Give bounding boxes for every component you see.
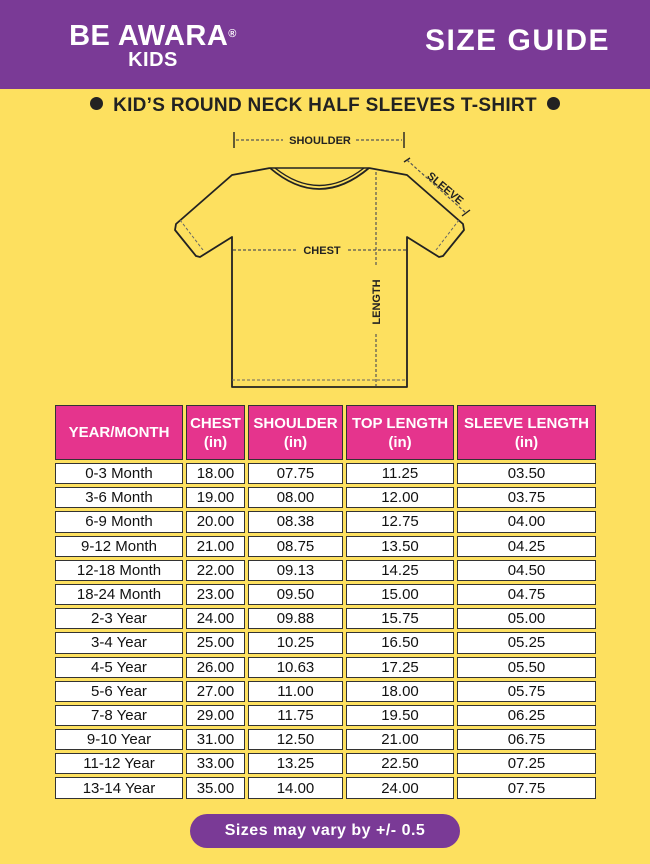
table-row <box>55 463 596 484</box>
sleeve-length-cell: 06.25 <box>457 705 596 726</box>
header-banner <box>0 0 650 89</box>
header-shoulder: SHOULDER (in) <box>248 405 343 460</box>
shoulder-cell: 12.50 <box>248 729 343 750</box>
table-row <box>55 753 596 774</box>
table-header-row <box>55 405 596 460</box>
age-cell: 5-6 Year <box>55 681 183 702</box>
registered-mark: ® <box>228 28 237 40</box>
chest-cell: 19.00 <box>186 487 245 508</box>
product-title-text: KID’S ROUND NECK HALF SLEEVES T-SHIRT <box>113 95 537 116</box>
top-length-cell: 16.50 <box>346 632 454 653</box>
chest-cell: 26.00 <box>186 657 245 678</box>
table-row <box>55 681 596 702</box>
table-row <box>55 705 596 726</box>
shoulder-cell: 08.00 <box>248 487 343 508</box>
table-row <box>55 560 596 581</box>
bullet-icon <box>547 97 560 110</box>
chest-cell: 33.00 <box>186 753 245 774</box>
header-year-month: YEAR/MONTH <box>55 405 183 460</box>
chest-cell: 22.00 <box>186 560 245 581</box>
sleeve-length-cell: 05.75 <box>457 681 596 702</box>
sleeve-length-cell: 06.75 <box>457 729 596 750</box>
tshirt-outline-icon <box>0 128 650 398</box>
shoulder-cell: 13.25 <box>248 753 343 774</box>
table-row <box>55 536 596 557</box>
header-top-length: TOP LENGTH (in) <box>346 405 454 460</box>
table-body <box>55 463 596 799</box>
table-row <box>55 608 596 629</box>
top-length-cell: 13.50 <box>346 536 454 557</box>
sleeve-length-cell: 05.00 <box>457 608 596 629</box>
shoulder-cell: 09.88 <box>248 608 343 629</box>
chest-cell: 21.00 <box>186 536 245 557</box>
age-cell: 9-10 Year <box>55 729 183 750</box>
chest-cell: 29.00 <box>186 705 245 726</box>
top-length-cell: 15.75 <box>346 608 454 629</box>
table-row <box>55 777 596 798</box>
top-length-cell: 11.25 <box>346 463 454 484</box>
age-cell: 2-3 Year <box>55 608 183 629</box>
age-cell: 0-3 Month <box>55 463 183 484</box>
bullet-icon <box>90 97 103 110</box>
chest-label: CHEST <box>303 245 341 257</box>
shoulder-cell: 09.50 <box>248 584 343 605</box>
sleeve-label: SLEEVE <box>424 170 466 208</box>
shoulder-cell: 08.38 <box>248 511 343 532</box>
page-title: SIZE GUIDE <box>424 24 610 57</box>
header-chest: CHEST (in) <box>186 405 245 460</box>
age-cell: 12-18 Month <box>55 560 183 581</box>
top-length-cell: 19.50 <box>346 705 454 726</box>
sleeve-length-cell: 04.75 <box>457 584 596 605</box>
shoulder-cell: 10.63 <box>248 657 343 678</box>
age-cell: 3-4 Year <box>55 632 183 653</box>
table-row <box>55 729 596 750</box>
tshirt-body <box>175 168 464 387</box>
sleeve-length-cell: 07.25 <box>457 753 596 774</box>
shoulder-cell: 09.13 <box>248 560 343 581</box>
shoulder-label: SHOULDER <box>289 135 351 147</box>
size-table <box>52 402 599 802</box>
shoulder-cell: 10.25 <box>248 632 343 653</box>
chest-cell: 20.00 <box>186 511 245 532</box>
age-cell: 18-24 Month <box>55 584 183 605</box>
top-length-cell: 21.00 <box>346 729 454 750</box>
chest-cell: 31.00 <box>186 729 245 750</box>
chest-cell: 35.00 <box>186 777 245 798</box>
table-row <box>55 511 596 532</box>
table-row <box>55 657 596 678</box>
shoulder-cell: 14.00 <box>248 777 343 798</box>
sleeve-length-cell: 03.75 <box>457 487 596 508</box>
age-cell: 11-12 Year <box>55 753 183 774</box>
top-length-cell: 22.50 <box>346 753 454 774</box>
chest-cell: 25.00 <box>186 632 245 653</box>
header-sleeve-length: SLEEVE LENGTH (in) <box>457 405 596 460</box>
top-length-cell: 18.00 <box>346 681 454 702</box>
sleeve-length-cell: 04.25 <box>457 536 596 557</box>
top-length-cell: 12.00 <box>346 487 454 508</box>
sleeve-length-cell: 03.50 <box>457 463 596 484</box>
age-cell: 7-8 Year <box>55 705 183 726</box>
top-length-cell: 17.25 <box>346 657 454 678</box>
product-title <box>0 95 650 117</box>
brand-sub: KIDS <box>128 49 178 71</box>
age-cell: 3-6 Month <box>55 487 183 508</box>
table-row <box>55 584 596 605</box>
brand-logo <box>38 20 268 70</box>
length-label: LENGTH <box>371 279 383 325</box>
table-row <box>55 487 596 508</box>
shoulder-cell: 07.75 <box>248 463 343 484</box>
chest-cell: 23.00 <box>186 584 245 605</box>
chest-cell: 24.00 <box>186 608 245 629</box>
shoulder-cell: 11.00 <box>248 681 343 702</box>
top-length-cell: 15.00 <box>346 584 454 605</box>
age-cell: 9-12 Month <box>55 536 183 557</box>
age-cell: 6-9 Month <box>55 511 183 532</box>
table-row <box>55 632 596 653</box>
sleeve-length-cell: 04.50 <box>457 560 596 581</box>
brand-name: BE AWARA® <box>69 20 237 52</box>
chest-cell: 27.00 <box>186 681 245 702</box>
shoulder-cell: 11.75 <box>248 705 343 726</box>
shoulder-cell: 08.75 <box>248 536 343 557</box>
sleeve-length-cell: 04.00 <box>457 511 596 532</box>
size-variance-note: Sizes may vary by +/- 0.5 <box>190 814 460 848</box>
top-length-cell: 12.75 <box>346 511 454 532</box>
sleeve-length-cell: 05.25 <box>457 632 596 653</box>
age-cell: 4-5 Year <box>55 657 183 678</box>
sleeve-length-cell: 07.75 <box>457 777 596 798</box>
top-length-cell: 24.00 <box>346 777 454 798</box>
sleeve-length-cell: 05.50 <box>457 657 596 678</box>
top-length-cell: 14.25 <box>346 560 454 581</box>
chest-cell: 18.00 <box>186 463 245 484</box>
age-cell: 13-14 Year <box>55 777 183 798</box>
